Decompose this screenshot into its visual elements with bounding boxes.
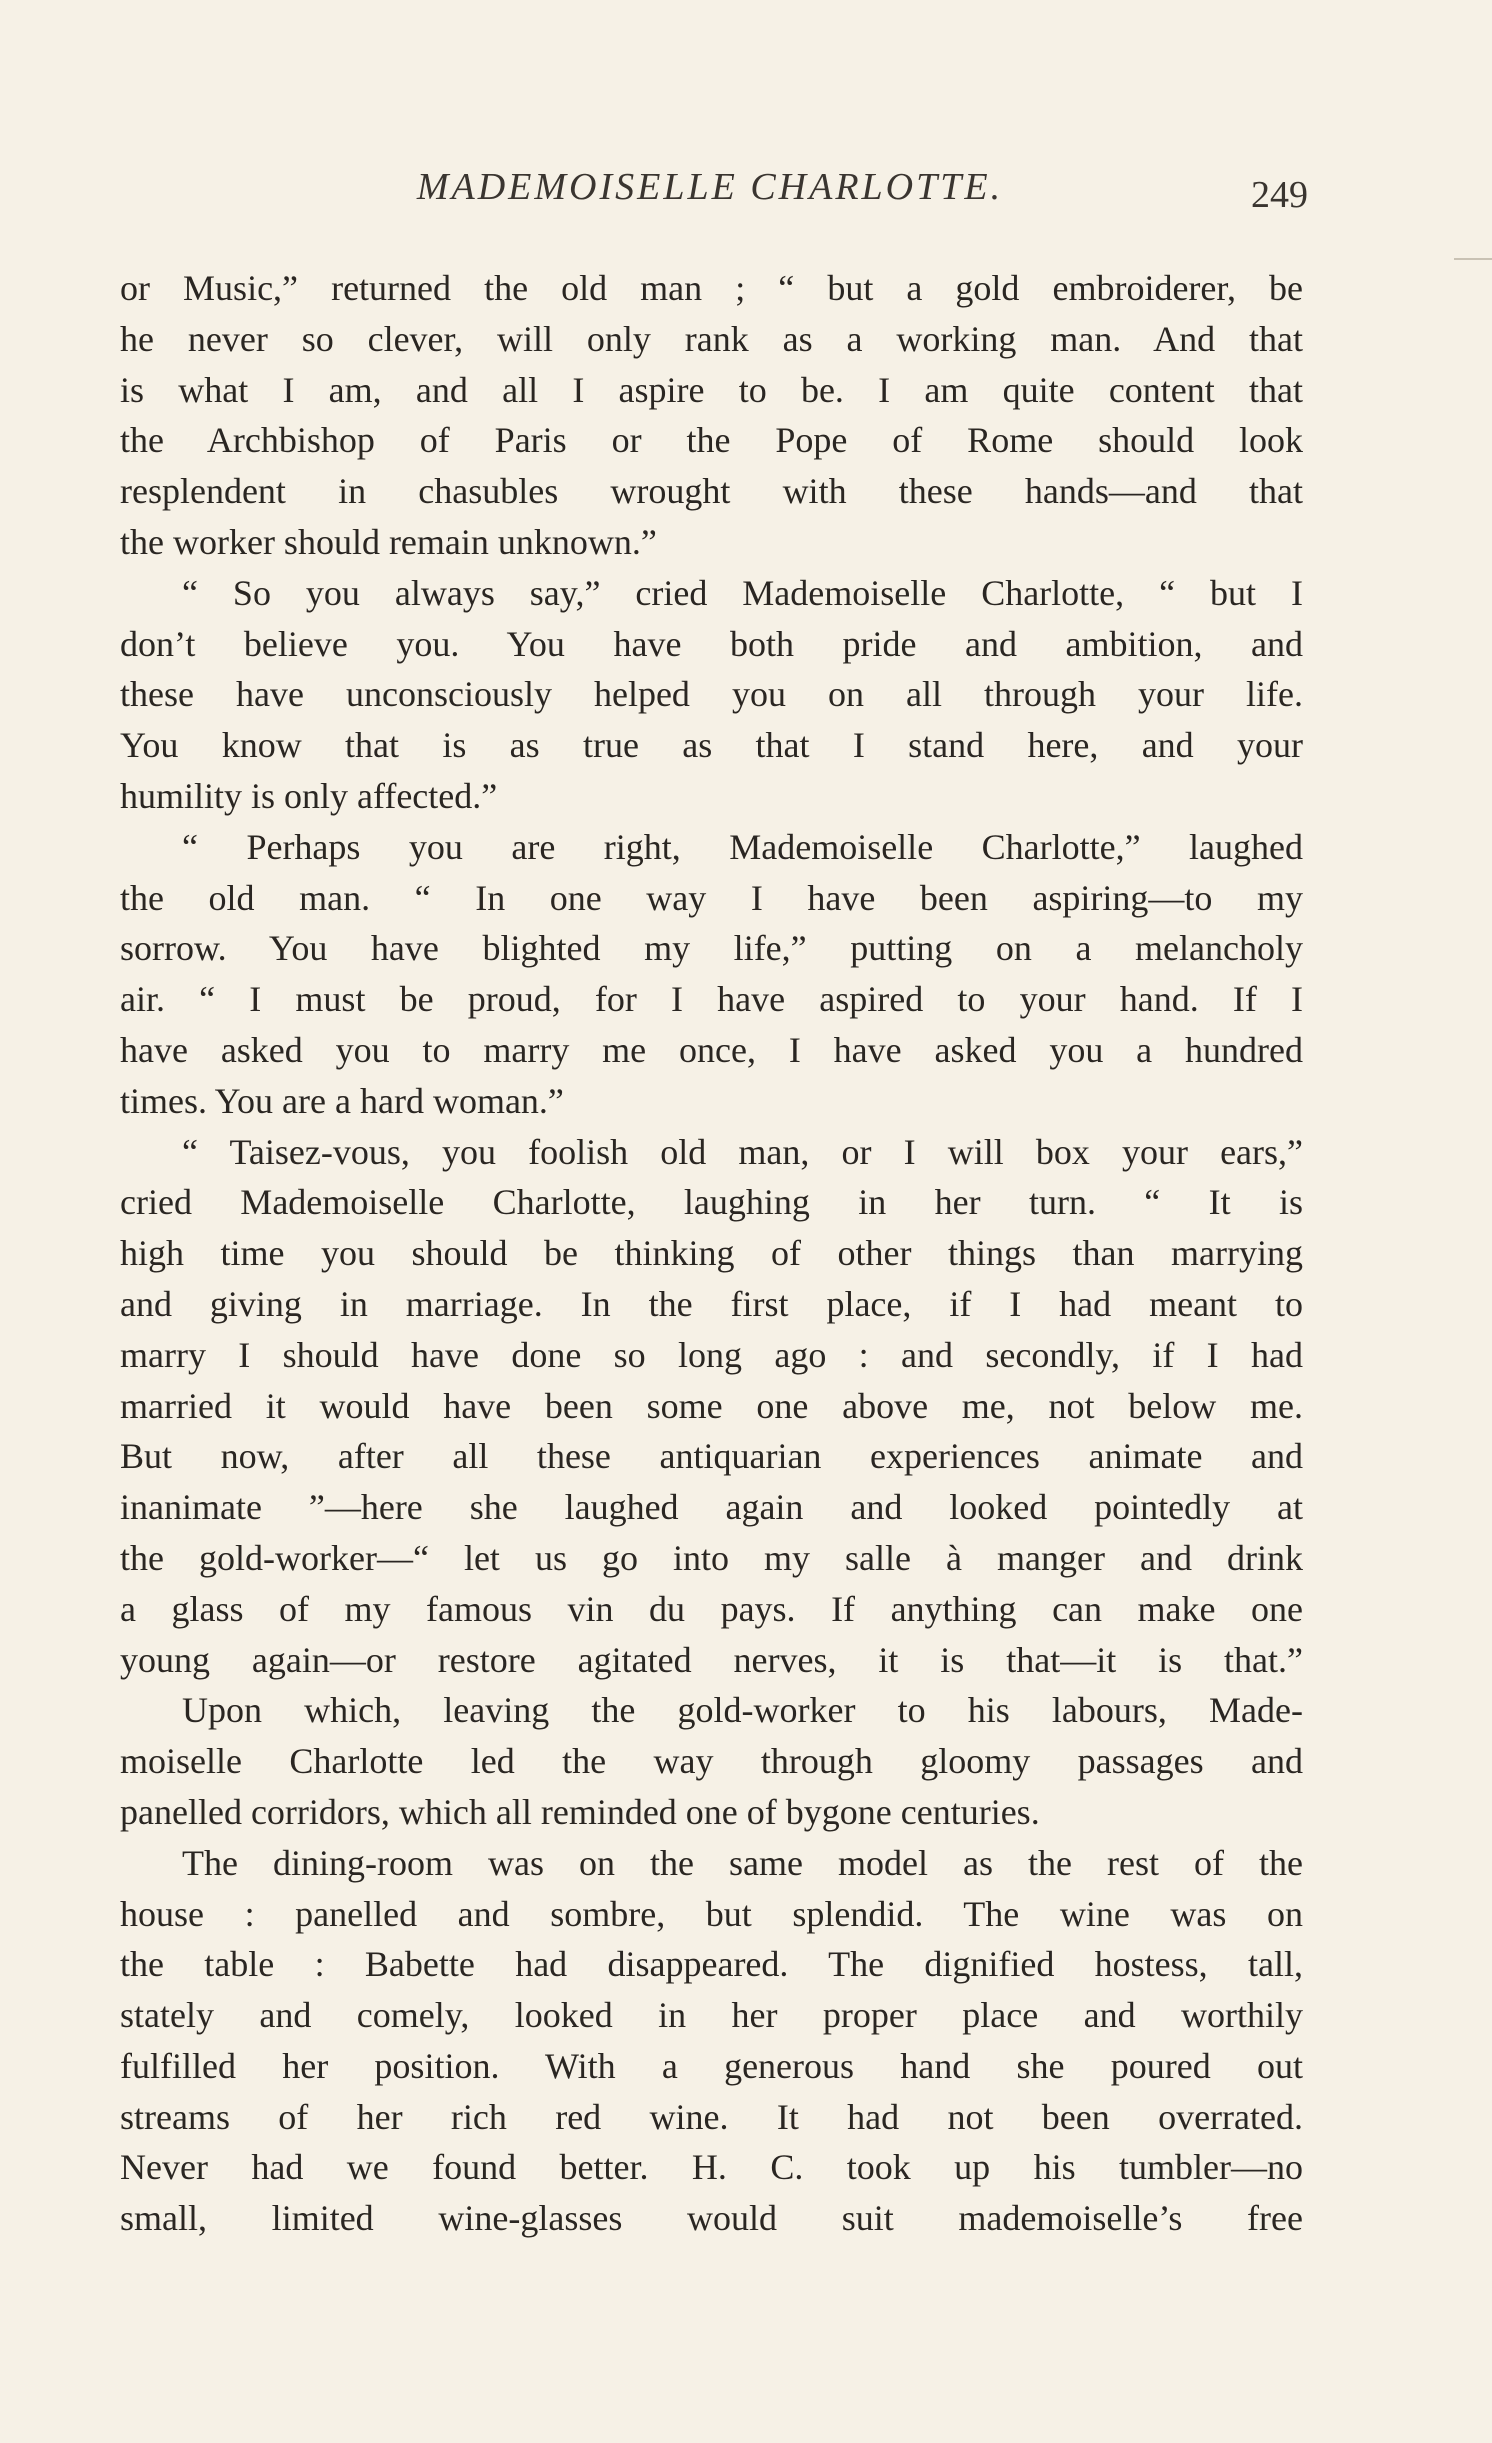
text-line: marry I should have done so long ago : and secondly, if I had: [120, 1334, 1303, 1375]
text-line: have asked you to marry me once, I have asked you a hundred: [120, 1029, 1303, 1070]
text-line: these have unconsciously helped you on all through your life.: [120, 674, 1303, 715]
text-line: times. You are a hard woman.”: [120, 1080, 564, 1121]
text-line: resplendent in chasubles wrought with these hands—and that: [120, 471, 1303, 512]
body-text: [120, 263, 1303, 2244]
text-line: cried Mademoiselle Charlotte, laughing in her turn. “ It is: [120, 1182, 1303, 1223]
text-line: sorrow. You have blighted my life,” putting on a melancholy: [120, 928, 1303, 969]
text-line: a glass of my famous vin du pays. If anything can make one: [120, 1588, 1303, 1629]
text-line: panelled corridors, which all reminded one of bygone centuries.: [120, 1791, 1040, 1832]
text-line: Never had we found better. H. C. took up his tumbler—no: [120, 2147, 1303, 2188]
text-line: But now, after all these antiquarian experiences animate and: [120, 1436, 1303, 1477]
running-head: [120, 165, 1308, 225]
text-line: house : panelled and sombre, but splendid. The wine was on: [120, 1893, 1303, 1934]
text-line: high time you should be thinking of other things than marrying: [120, 1233, 1303, 1274]
running-title: MADEMOISELLE CHARLOTTE.: [416, 166, 1004, 208]
page-number: 249: [1251, 174, 1308, 216]
text-line: the table : Babette had disappeared. The dignified hostess, tall,: [120, 1944, 1303, 1985]
text-line: he never so clever, will only rank as a working man. And that: [120, 318, 1303, 359]
text-line: “ Taisez-vous, you foolish old man, or I will box your ears,”: [182, 1131, 1303, 1172]
text-line: You know that is as true as that I stand here, and your: [120, 725, 1303, 766]
text-line: stately and comely, looked in her proper place and worthily: [120, 1995, 1303, 2036]
text-line: the worker should remain unknown.”: [120, 521, 657, 562]
text-line: and giving in marriage. In the first place, if I had meant to: [120, 1283, 1303, 1324]
text-line: streams of her rich red wine. It had not been overrated.: [120, 2096, 1303, 2137]
text-line: small, limited wine-glasses would suit mademoiselle’s free: [120, 2198, 1303, 2239]
text-line: or Music,” returned the old man ; “ but a gold embroiderer, be: [120, 268, 1303, 308]
text-line: married it would have been some one above me, not below me.: [120, 1385, 1303, 1426]
text-line: young again—or restore agitated nerves, it is that—it is that.”: [120, 1639, 1303, 1680]
text-line: fulfilled her position. With a generous hand she poured out: [120, 2045, 1303, 2086]
text-line: don’t believe you. You have both pride and ambition, and: [120, 623, 1303, 664]
text-line: moiselle Charlotte led the way through gloomy passages and: [120, 1741, 1303, 1782]
text-line: humility is only affected.”: [120, 775, 498, 816]
text-line: “ Perhaps you are right, Mademoiselle Charlotte,” laughed: [182, 826, 1303, 867]
text-line: Upon which, leaving the gold-worker to his labours, Made-: [182, 1690, 1303, 1731]
text-line: The dining-room was on the same model as the rest of the: [182, 1842, 1303, 1883]
text-line: air. “ I must be proud, for I have aspired to your hand. If I: [120, 979, 1303, 1020]
page-edge-mark: [1454, 258, 1492, 260]
text-line: the old man. “ In one way I have been aspiring—to my: [120, 877, 1303, 918]
text-line: “ So you always say,” cried Mademoiselle Charlotte, “ but I: [182, 572, 1303, 613]
text-line: the gold-worker—“ let us go into my salle à manger and drink: [120, 1537, 1303, 1578]
text-line: the Archbishop of Paris or the Pope of Rome should look: [120, 420, 1303, 461]
text-line: inanimate ”—here she laughed again and looked pointedly at: [120, 1487, 1303, 1528]
text-line: is what I am, and all I aspire to be. I am quite content that: [120, 369, 1303, 410]
